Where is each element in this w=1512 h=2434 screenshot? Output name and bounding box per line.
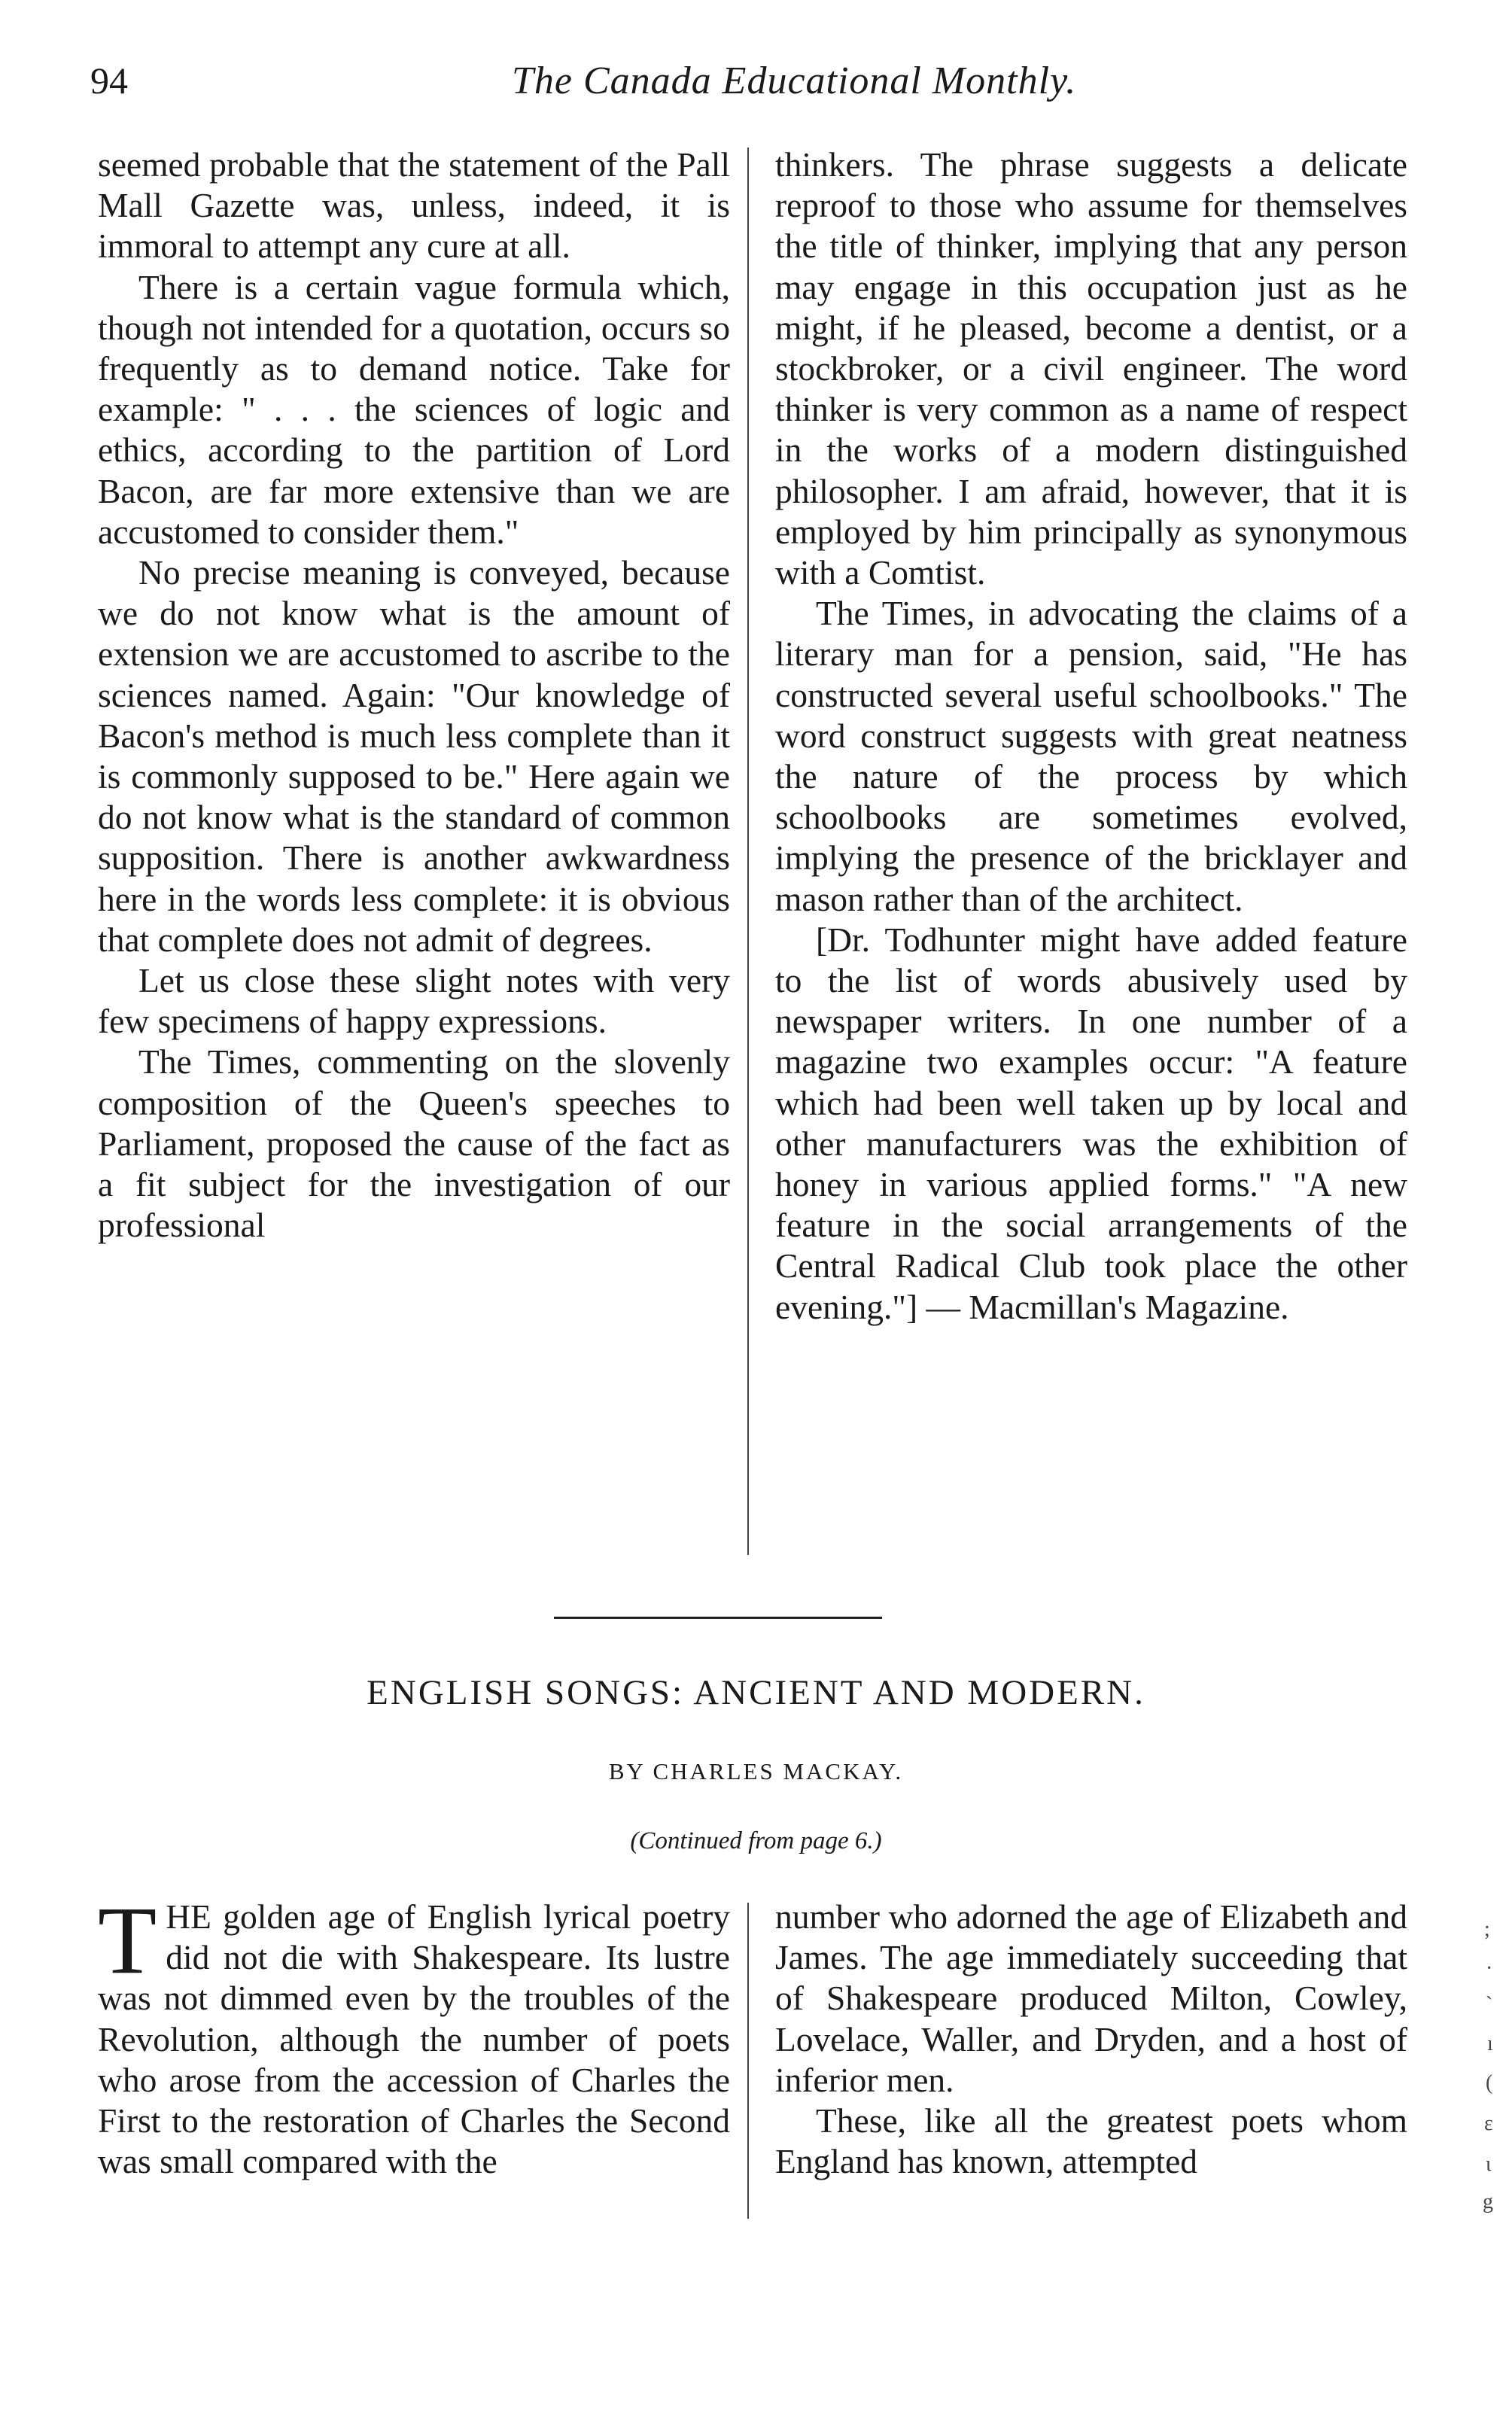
margin-mark: · bbox=[1486, 1957, 1493, 1980]
paragraph: No precise meaning is conveyed, because we do not know what is the amount of extension we are accustomed to ascribe to the sciences named. Again: "Our knowledge of Bacon's method is much less complete than it is commonly supposed to be." Here again we do not know what is the standard of common supposition. There is another awkwardness here in the words less complete: it is obvious that complete does not admit of degrees. bbox=[98, 553, 730, 959]
running-head bbox=[90, 59, 1415, 111]
margin-mark: ; bbox=[1484, 1918, 1490, 1941]
article2-left-column bbox=[98, 1887, 730, 2182]
paragraph: The Times, in advocating the claims of a literary man for a pension, said, "He has constructed several useful schoolbooks." The word construct suggests with great neatness the nature of the process by which schoolbooks are sometimes evolved, implying the presence of the bricklayer and mason rather than of the architect. bbox=[775, 594, 1407, 918]
paragraph: number who adorned the age of Elizabeth and James. The age immediately succeeding that of Shakespeare produced Milton, Cowley, Lovelace, Waller, and Dryden, and a host of inferior men. bbox=[775, 1897, 1407, 2099]
paragraph: thinkers. The phrase suggests a delicate reproof to those who assume for themselves the title of thinker, implying that any person may engage in this occupation just as he might, if he pleased, become a dentist, or a stockbroker, or a civil engineer. The word thinker is very common as a name of respect in the works of a modern distinguished philosopher. I am afraid, however, that it is employed by him principally as synonymous with a Comtist. bbox=[775, 145, 1407, 592]
article2-right-column bbox=[775, 1897, 1407, 2182]
column-rule bbox=[747, 1903, 749, 2219]
paragraph: Let us close these slight notes with very few specimens of happy expressions. bbox=[98, 961, 730, 1041]
paragraph: These, like all the greatest poets whom England has known, attempted bbox=[775, 2101, 1407, 2181]
article-title: ENGLISH SONGS: ANCIENT AND MODERN. bbox=[367, 1673, 1145, 1712]
paragraph: There is a certain vague formula which, though not intended for a quotation, occurs so frequently as to demand notice. Take for example: " . . . the sciences of logic and ethics, according to the partition of Lord Bacon, are far more extensive than we are accustomed to consider them." bbox=[98, 267, 730, 551]
article1-right-column bbox=[775, 145, 1407, 1328]
margin-mark: ı bbox=[1487, 2032, 1493, 2055]
paragraph-text: HE golden age of English lyrical poetry did not die with Shakespeare. Its lustre was not dimmed even by the troubles of the Revolution, although the number of poets who arose from the accession of Charles the First to the restoration of Charles the Second was small compared with the bbox=[98, 1897, 730, 2181]
byline: BY CHARLES MACKAY. bbox=[608, 1758, 904, 1784]
page-number: 94 bbox=[90, 59, 128, 102]
journal-title: The Canada Educational Monthly. bbox=[512, 59, 1077, 102]
paragraph: [Dr. Todhunter might have added feature to the list of words abusively used by newspaper writers. In one number of a magazine two examples occur: "A feature which had been well taken up by local and other manufacturers was the exhibition of honey in various applied forms." "A new feature in the social arrangements of the Central Radical Club took place the other evening."] — Macmillan's Magazine. bbox=[775, 920, 1407, 1326]
column-rule bbox=[747, 148, 749, 1555]
article1-left-column bbox=[98, 145, 730, 1246]
paragraph: seemed probable that the statement of the Pall Mall Gazette was, unless, indeed, it is immoral to attempt any cure at all. bbox=[98, 145, 730, 266]
margin-mark: ( bbox=[1486, 2071, 1493, 2095]
margin-mark: ε bbox=[1484, 2112, 1493, 2135]
paragraph bbox=[98, 1887, 730, 2182]
section-divider bbox=[554, 1617, 882, 1619]
margin-mark: g bbox=[1483, 2190, 1493, 2213]
drop-cap: T bbox=[98, 1887, 157, 1994]
margin-mark: ι bbox=[1486, 2153, 1492, 2176]
margin-mark: ` bbox=[1486, 1993, 1493, 2016]
paragraph: The Times, commenting on the slovenly composition of the Queen's speeches to Parliament, proposed the cause of the fact as a fit subject for the investigation of our professional bbox=[98, 1042, 730, 1245]
continued-note: (Continued from page 6.) bbox=[630, 1827, 882, 1854]
